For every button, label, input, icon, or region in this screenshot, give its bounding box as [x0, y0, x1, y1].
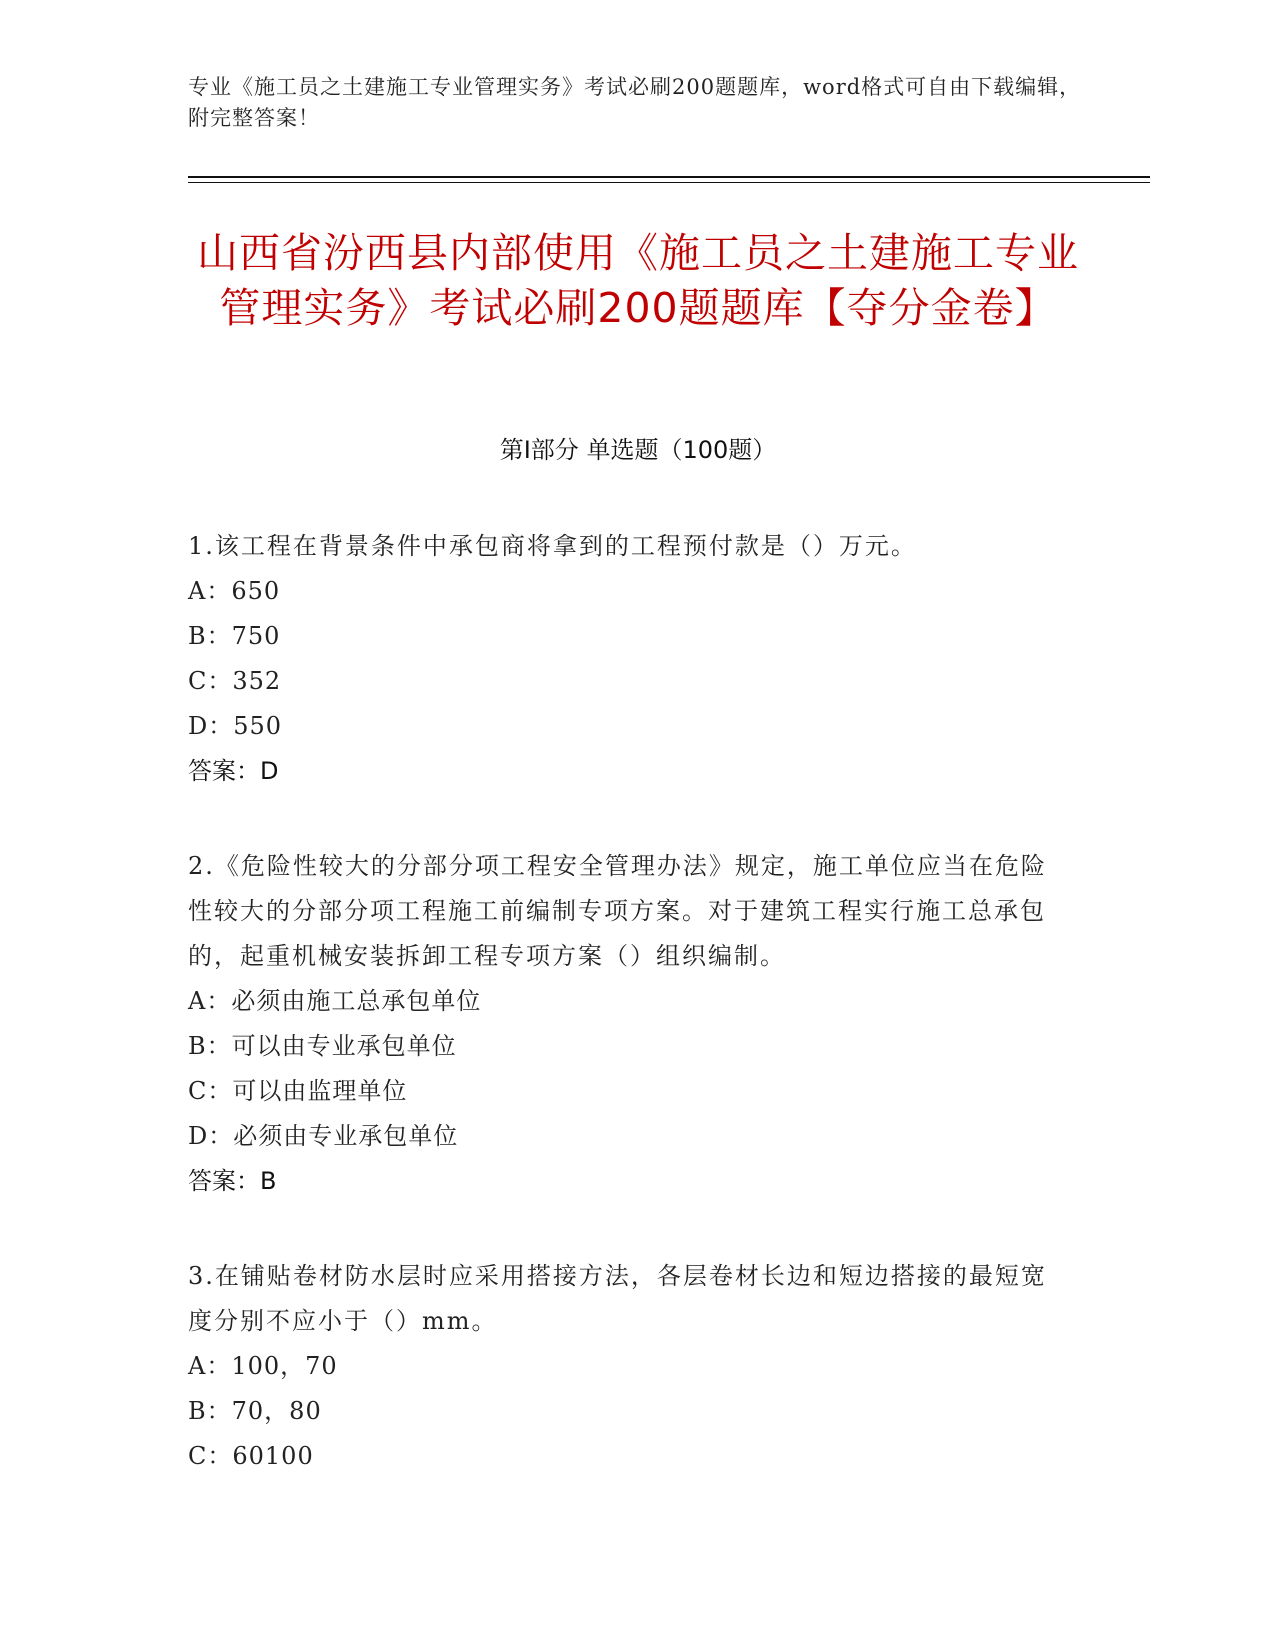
question-2	[188, 844, 1068, 1204]
option-b: B：750	[188, 622, 281, 650]
question-list	[188, 524, 1068, 1529]
question-stem: 2.《危险性较大的分部分项工程安全管理办法》规定，施工单位应当在危险性较大的分部分项工程施工前编制专项方案。对于建筑工程实行施工总承包的，起重机械安装拆卸工程专项方案（）组织编制。	[188, 852, 1047, 970]
section-heading: 第Ⅰ部分 单选题（100题）	[499, 436, 777, 464]
option-b: B：70，80	[188, 1397, 322, 1425]
option-b: B：可以由专业承包单位	[188, 1032, 457, 1060]
option-d: D：550	[188, 712, 283, 740]
question-stem: 3.在铺贴卷材防水层时应采用搭接方法，各层卷材长边和短边搭接的最短宽度分别不应小于（）mm。	[188, 1262, 1047, 1335]
option-a: A：650	[188, 577, 281, 605]
document-title: 山西省汾西县内部使用《施工员之土建施工专业管理实务》考试必刷200题题库【夺分金卷】	[197, 229, 1079, 332]
header-note: 专业《施工员之土建施工专业管理实务》考试必刷200题题库，word格式可自由下载编辑，附完整答案！	[188, 75, 1082, 130]
header-divider-thin	[188, 182, 1150, 183]
question-3	[188, 1254, 1068, 1479]
option-a: A：必须由施工总承包单位	[188, 987, 482, 1015]
option-c: C：60100	[188, 1442, 314, 1470]
answer: 答案：D	[188, 757, 279, 785]
option-c: C：352	[188, 667, 282, 695]
question-1	[188, 524, 1068, 794]
header-divider-thick	[188, 176, 1150, 178]
option-a: A：100，70	[188, 1352, 338, 1380]
question-stem: 1.该工程在背景条件中承包商将拿到的工程预付款是（）万元。	[188, 532, 917, 560]
answer: 答案：B	[188, 1167, 277, 1195]
option-d: D：必须由专业承包单位	[188, 1122, 459, 1150]
option-c: C：可以由监理单位	[188, 1077, 408, 1105]
